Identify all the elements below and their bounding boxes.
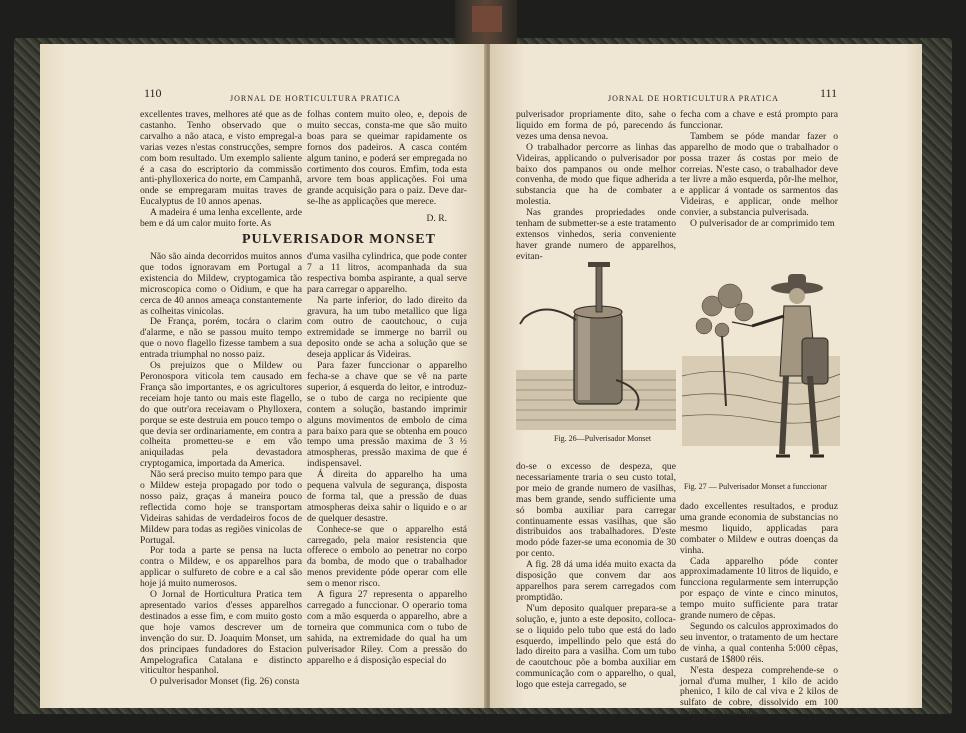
paragraph: N'esta despeza comprehende-se o jornal d'uma mulher, 1 kilo de acido phenico, 1 kilo de cal viva e 2 kilos de sulfato de cobre, dissolvido em 100 litros d'agua de sabão. bbox=[680, 664, 838, 720]
paragraph: folhas contem muito oleo, e, depois de muito seccas, consta-me que são muito boas para se queimar rapidamente os fornos dos padeiros. A casca contém algum tanino, e poderá ser empregada no cortimento dos couros. Emfim, toda esta arvore tem boas applicações. Foi uma grande acquisição para o paiz. Deve dar-se-lhe as applicações que merece. bbox=[307, 109, 467, 208]
right-page bbox=[490, 44, 922, 720]
paragraph: N'um deposito qualquer prepara-se a solução, e, junto a este deposito, colloca-se o liquido pelo tubo que está do lado esquerdo, impellindo pelo que está do lado direito para a vasilha. Com um tubo de caoutchouc põe a bomba auxiliar em communicação com o apparelho, o qual, logo que esteja carregado, se bbox=[516, 602, 676, 691]
left-running-head: JORNAL DE HORTICULTURA PRATICA bbox=[230, 94, 401, 103]
paragraph: Cada apparelho póde conter approximadamente 10 litros de liquido, e funcciona regularmente sem interrupção por espaço de vinte e cinco minutos, tempo muito sufficiente para tratar grande numero de cêpas. bbox=[680, 555, 838, 622]
paragraph: O pulverisador de ar comprimido tem bbox=[690, 218, 835, 230]
left-page-number: 110 bbox=[144, 86, 162, 100]
paragraph: dado excellentes resultados, e produz uma grande economia de substancias no mesmo liquido, applicadas para combater o Mildew e outras doenças da vinha. bbox=[680, 501, 838, 556]
paragraph: O Jornal de Horticultura Pratica tem apresentado varios d'esses apparelhos destinados a esse fim, e com muito gosto que hoje vamos descrever um de invenção do sur. D. Joaquim Monset, um dos principaes fundadores do Estacion Ampelografica Catalana e distincto viticultor hespanhol. bbox=[140, 589, 302, 677]
left-page bbox=[40, 44, 486, 708]
right-page-number: 111 bbox=[820, 86, 838, 100]
paragraph: Por toda a parte se pensa na lucta contra o Mildew, e os apparelhos para applicar o sulfureto de cobre e a cal são hoje já muito numerosos. bbox=[140, 545, 302, 590]
right-col1-bottom bbox=[516, 461, 676, 691]
paragraph: Á direita do apparelho ha uma pequena valvula de segurança, disposta de forma tal, que a pressão de duas atmospheras deixa sahir o liquido e o ar de quelquer desastre. bbox=[307, 469, 467, 524]
figure-26-caption: Fig. 26—Pulverisador Monset bbox=[554, 434, 652, 443]
paragraph: O trabalhador percorre as linhas das Videiras, applicando o pulverisador por baixo dos pampanos ou onde melhor convenha, de modo que fique adherida a substancia que ha de combater a molestia. bbox=[516, 141, 676, 208]
figure-27-caption: Fig. 27 — Pulverisador Monset a funccionar bbox=[684, 482, 827, 491]
paragraph: A madeira é uma lenha excellente, arde bem e dá um calor muito forte. As bbox=[140, 207, 302, 230]
paragraph: Conhece-se que o apparelho está carregado, pela maior resistencia que offerece o embolo ao penetrar no corpo da bomba, de modo que o trabalhador menos previdente póde operar com elle sem o menor risco. bbox=[307, 523, 467, 590]
paragraph: Não são ainda decorridos muitos annos que todos ignoravam em Portugal a existencia do Mildew, cryptogamica tão microscopica como o Oidium, e que ha cerca de 40 annos ameaça constantemente as colheitas vinicolas. bbox=[140, 251, 302, 317]
figure-27-worker-illustration bbox=[682, 266, 840, 476]
article-title: PULVERISADOR MONSET bbox=[242, 232, 436, 247]
left-col1-article bbox=[140, 252, 302, 688]
paragraph: pulverisador propriamente dito, sahe o liquido em forma de pó, parecendo ás vezes uma densa nevoa. bbox=[516, 109, 676, 142]
paragraph: A figura 27 representa o apparelho carregado a funccionar. O operario toma com a mão esquerda o apparelho, abre a torneira que communica com o tubo de sahida, na extremidade do qual ha um pulverisador Riley. Com a pressão do apparelho e á disposição especial do bbox=[307, 589, 467, 666]
paragraph: De França, porém, tocára o clarim d'alarme, e não se passou muito tempo que o novo flagello fizesse tambem a sua entrada triumphal no nosso paiz. bbox=[140, 316, 302, 361]
right-running-head: JORNAL DE HORTICULTURA PRATICA bbox=[608, 94, 779, 103]
paragraph: O pulverisador Monset (fig. 26) consta bbox=[150, 676, 300, 688]
paragraph: Não será preciso muito tempo para que o Mildew esteja propagado por todo o nosso paiz, graças á maneira pouco reflectida como hoje se transportam Videiras sahidas de verdadeiros focos de Mildew para todas as regiões vinicolas de Portugal. bbox=[140, 469, 302, 546]
left-col2-article bbox=[307, 252, 467, 688]
paragraph: Nas grandes propriedades onde tenham de submetter-se a este tratamento extensos vinhedos, seria conveniente haver grande numero de apparelhos, evitan- bbox=[516, 207, 676, 262]
signature: D. R. bbox=[426, 213, 447, 225]
paragraph: Segundo os calculos approximados do seu inventor, o tratamento de um hectare de vinha, a qual contenha 5:000 cêpas, custará de 1$800 réis. bbox=[680, 620, 838, 665]
right-col2-top bbox=[680, 110, 838, 260]
spine-label bbox=[472, 6, 502, 32]
paragraph: Para fazer funccionar o apparelho fecha-se a chave que se vê na parte superior, á esquerda do leitor, e introduz-se o tubo de carga no recipiente que contem a solução, bastando imprimir alguns movimentos de embolo de cima para baixo para que se obtenha em pouco tempo uma pressão maxima de 3 ½ atmospheras, pressão maxima de que é indispensavel. bbox=[307, 360, 467, 470]
right-col1-top bbox=[516, 110, 676, 260]
paragraph: Os prejuizos que o Mildew ou Peronospora viticola tem causado em França são importantes, e os agricultores receiam hoje tanto ou mais este flagello, do que outr'ora receiavam o Phylloxera, porque se este destruia em pouco tempo o que devia ser ordinariamente, em contra a colheita prometteu-se e em vão aniquiladas pela devastadora cryptogamica, importada da America. bbox=[140, 360, 302, 470]
paragraph: fecha com a chave e está prompto para funccionar. bbox=[680, 109, 838, 131]
paragraph: Tambem se póde mandar fazer o apparelho de modo que o trabalhador o possa trazer ás costas por meio de correias. N'este caso, o trabalhador deve ter livre a mão esquerda, pôr-lhe melhor, e applicar á vontade os sarmentos das Videiras, e applicar, onde melhor convier, a substancia pulverisada. bbox=[680, 130, 838, 219]
paragraph: d'uma vasilha cylindrica, que pode conter 7 a 11 litros, acompanhada da sua respectiva bomba aspirante, a qual serve para carregar o apparelho. bbox=[307, 251, 467, 295]
paragraph: A fig. 28 dá uma idéa muito exacta da disposição que convem dar aos apparelhos para serem carregados com promptidão. bbox=[516, 559, 676, 603]
paragraph: Na parte inferior, do lado direito da gravura, ha um tubo metallico que liga com outro de caoutchouc, o cuja extremidade se immerge no barril ou deposito onde se acha a solução que se deseja applicar ás Videiras. bbox=[307, 294, 467, 361]
figure-26-sprayer-illustration bbox=[516, 260, 676, 430]
paragraph: do-se o excesso de despeza, que necessariamente traria o seu custo total, por meio de grande numero de vasilhas, mas bem grande, sendo sufficiente uma só bomba auxiliar para carregar continuamente essas vasilhas, que são distribuidos aos trabalhadores. D'este modo póde fazer-se uma economia de 30 por cento. bbox=[516, 461, 676, 560]
right-col2-bottom bbox=[680, 501, 838, 720]
paragraph: excellentes traves, melhores até que as de castanho. Tenho observado que o carvalho a não ataca, e visto empregal-a varias vezes n'estas construcções, sempre com bom resultado. Um exemplo saliente é a casa do escriptorio da commissão anti-phylloxerica do norte, em Campanhã, onde se empregaram muitas traves de Eucalyptus de 10 annos apenas. bbox=[140, 109, 302, 208]
